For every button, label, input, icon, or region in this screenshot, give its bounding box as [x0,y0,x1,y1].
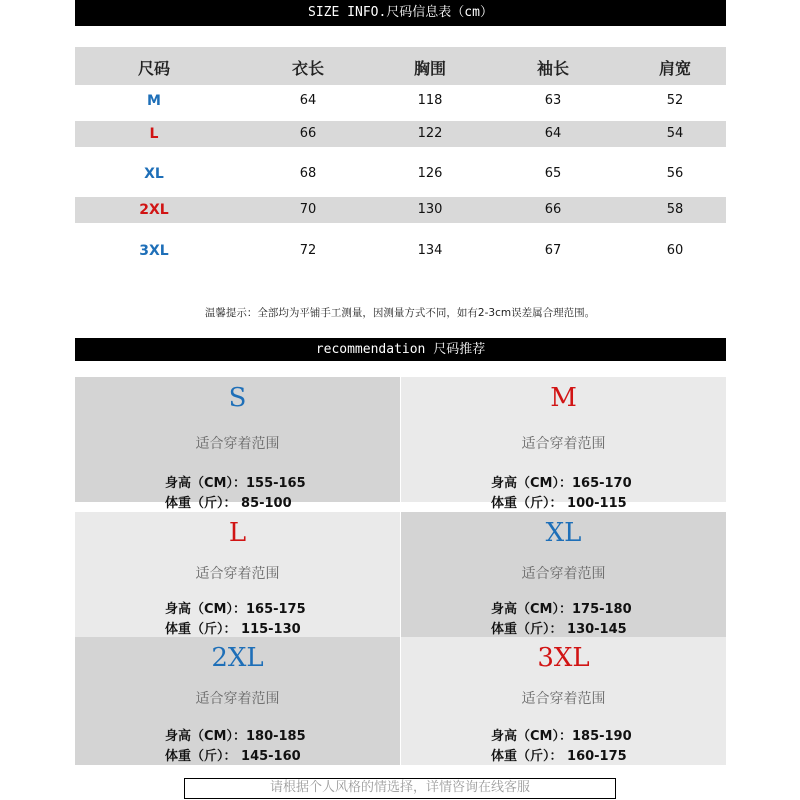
row-size: XL [144,166,164,182]
size-info-banner [75,0,726,26]
row-sleeve: 66 [544,202,562,217]
row-chest: 126 [417,166,443,181]
row-length: 64 [299,93,317,108]
size-info-title: SIZE INFO.尺码信息表（cm） [308,5,493,20]
footer-note: 请根据个人风格的情选择，详情咨询在线客服 [184,778,616,799]
row-sleeve: 67 [544,243,562,258]
recommendation-banner [75,338,726,361]
card-m [401,377,726,511]
card-weight: 体重（斤）： 130-145 [491,622,627,637]
table-row [75,121,726,147]
row-sleeve: 65 [544,166,562,181]
card-3xl [401,637,726,765]
header-length: 衣长 [291,59,324,78]
row-length: 70 [299,202,317,217]
row-length: 68 [299,166,317,181]
table-row [75,240,726,262]
card-height: 身高（CM）：185-190 [491,729,632,744]
header-chest: 胸围 [413,59,446,78]
card-l [75,512,400,637]
row-chest: 134 [417,243,443,258]
card-height: 身高（CM）：165-175 [165,602,306,617]
card-height: 身高（CM）：175-180 [491,602,632,617]
card-size: XL [545,518,582,548]
row-chest: 118 [417,93,443,108]
row-shoulder: 58 [666,202,684,217]
card-height: 身高（CM）：165-170 [491,476,632,491]
card-weight: 体重（斤）： 145-160 [165,749,301,764]
size-table-header [75,47,726,85]
card-suit-label: 适合穿着范围 [195,691,280,707]
card-height: 身高（CM）：180-185 [165,729,306,744]
row-sleeve: 64 [544,126,562,141]
row-size: M [147,93,161,109]
row-size: 2XL [139,202,169,218]
card-size: M [550,383,577,413]
card-height: 身高（CM）：155-165 [165,476,306,491]
card-size: L [228,518,247,548]
row-size: L [149,126,159,142]
header-sleeve: 袖长 [536,59,569,78]
card-suit-label: 适合穿着范围 [521,566,606,582]
row-length: 66 [299,126,317,141]
table-row [75,90,726,112]
row-chest: 122 [417,126,443,141]
card-suit-label: 适合穿着范围 [195,436,280,452]
card-suit-label: 适合穿着范围 [521,436,606,452]
card-suit-label: 适合穿着范围 [195,566,280,582]
row-chest: 130 [417,202,443,217]
card-suit-label: 适合穿着范围 [521,691,606,707]
card-size: S [228,383,247,413]
card-weight: 体重（斤）： 85-100 [165,496,292,511]
row-shoulder: 56 [666,166,684,181]
row-shoulder: 54 [666,126,684,141]
header-size: 尺码 [137,59,170,78]
card-weight: 体重（斤）： 100-115 [491,496,627,511]
table-row [75,163,726,185]
header-shoulder: 肩宽 [658,59,691,78]
recommendation-title: recommendation 尺码推荐 [315,342,486,357]
card-xl [401,512,726,637]
card-weight: 体重（斤）： 115-130 [165,622,301,637]
measurement-note: 温馨提示：全部均为平铺手工测量，因测量方式不同，如有2-3cm误差属合理范围。 [204,307,596,319]
row-shoulder: 52 [666,93,684,108]
row-size: 3XL [139,243,169,259]
card-weight: 体重（斤）： 160-175 [491,749,627,764]
card-s [75,377,400,511]
card-size: 2XL [211,643,264,673]
card-size: 3XL [537,643,590,673]
row-sleeve: 63 [544,93,562,108]
row-shoulder: 60 [666,243,684,258]
row-length: 72 [299,243,317,258]
table-row [75,197,726,223]
card-2xl [75,637,400,765]
